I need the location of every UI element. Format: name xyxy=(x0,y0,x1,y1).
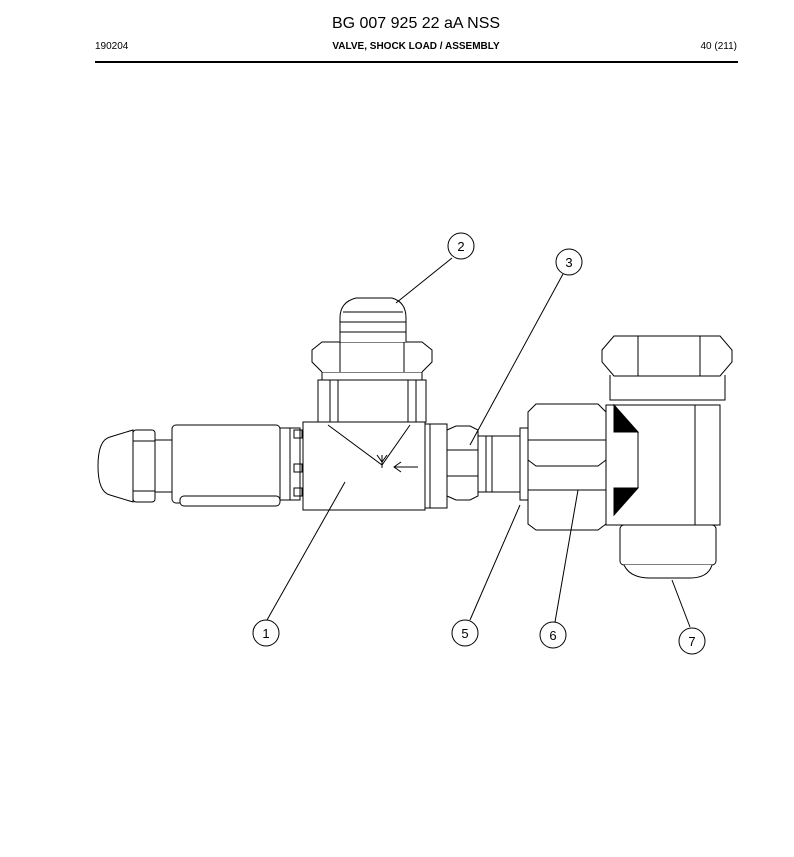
adapter-washer xyxy=(478,428,528,500)
section-title: VALVE, SHOCK LOAD / ASSEMBLY xyxy=(332,41,500,52)
callout-6-label: 6 xyxy=(549,628,557,643)
top-nut xyxy=(312,342,432,422)
callout-3 xyxy=(556,249,582,275)
top-fitting xyxy=(340,298,406,342)
leader-5 xyxy=(470,505,520,620)
callout-6 xyxy=(540,622,566,648)
leader-2 xyxy=(396,258,452,303)
leader-7 xyxy=(672,580,690,627)
page-number: 40 (211) xyxy=(700,41,737,52)
callout-3-label: 3 xyxy=(565,255,573,270)
valve-body xyxy=(303,422,447,510)
callout-2 xyxy=(448,233,474,259)
callout-5 xyxy=(452,620,478,646)
document-number: BG 007 925 22 aA NSS xyxy=(331,15,501,32)
callout-1-label: 1 xyxy=(262,626,270,641)
cylinder-body xyxy=(172,425,302,506)
date-code: 190204 xyxy=(95,41,129,52)
callout-7 xyxy=(679,628,705,654)
callout-1 xyxy=(253,620,279,646)
large-nut xyxy=(528,404,606,530)
callout-7-label: 7 xyxy=(688,634,696,649)
callout-2-label: 2 xyxy=(457,239,465,254)
elbow-fitting xyxy=(602,336,732,578)
left-end-cap xyxy=(98,430,173,502)
callout-5-label: 5 xyxy=(461,626,469,641)
small-nut xyxy=(447,426,478,500)
